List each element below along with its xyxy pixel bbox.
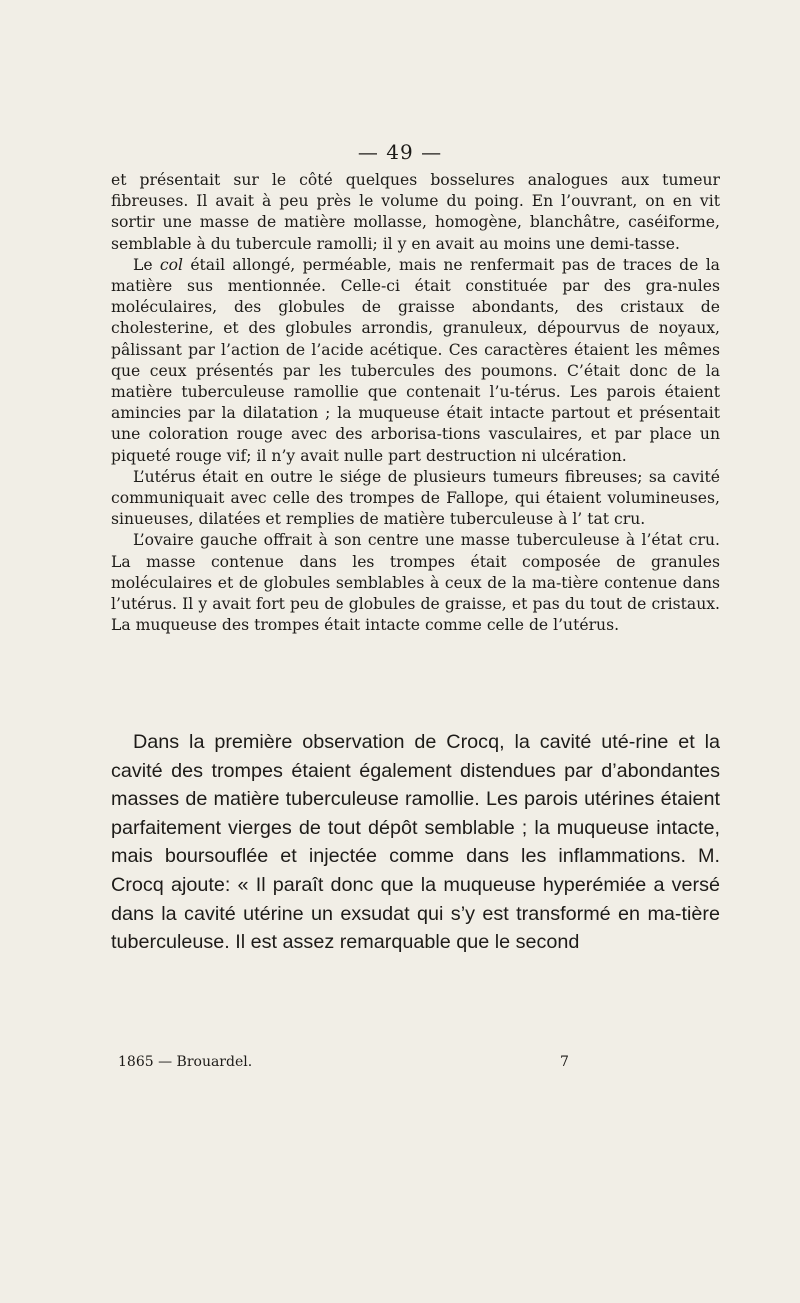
- page-number: — 49 —: [357, 140, 443, 164]
- paragraph-4: L’ovaire gauche offrait à son centre une masse tuberculeuse à l’état cru. La masse contenue dans les trompes était composée de granules moléculaires et de globules semblables à ceux de la ma-tière contenue dans l’utérus. Il y avait fort peu de globules de graisse, et pas du tout de cristaux. La muqueuse des trompes était intacte comme celle de l’utérus.: [111, 531, 720, 635]
- paragraph-2-prefix: Le: [133, 255, 160, 274]
- paragraph-5: Dans la première observation de Crocq, la cavité uté-rine et la cavité des trompes étaient également distendues par d’abondantes masses de matière tuberculeuse ramollie. Les parois utérines étaient parfaitement vierges de tout dépôt semblable ; la muqueuse intacte, mais boursouflée et injectée comme dans les inflammations. M. Crocq ajoute: « Il paraît donc que la muqueuse hyperémiée a versé dans la cavité utérine un exsudat qui s’y est transformé en ma-tière tuberculeuse. Il est assez remarquable que le second: [111, 731, 720, 954]
- signature-mark: 7: [560, 1054, 569, 1070]
- col-word: col: [159, 255, 183, 274]
- signature-line: 1865 — Brouardel.: [118, 1054, 253, 1070]
- paragraph-3: L’utérus était en outre le siége de plusieurs tumeurs fibreuses; sa cavité communiquait avec celle des trompes de Fallope, qui étaient volumineuses, sinueuses, dilatées et remplies de matière tuberculeuse à l’ tat cru.: [111, 467, 720, 529]
- paragraph-1: et présentait sur le côté quelques bosselures analogues aux tumeur fibreuses. Il avait à peu près le volume du poing. En l’ouvrant, on en vit sortir une masse de matière mollasse, homogène, blanchâtre, caséiforme, semblable à du tubercule ramolli; il y en avait au moins une demi-tasse.: [111, 171, 720, 253]
- body-text-small: [111, 170, 720, 636]
- paragraph-2-body: étail allongé, perméable, mais ne renfermait pas de traces de la matière sus mentionnée. Celle-ci était constituée par des gra-nules moléculaires, des globules de graisse abondants, des cristaux de cholesterine, et des globules arrondis, granuleux, dépourvus de noyaux, pâlissant par l’action de l’acide acétique. Ces caractères étaient les mêmes que ceux présentés par les tubercules des poumons. C’était donc de la matière tuberculeuse ramollie que contenait l’u-térus. Les parois étaient amincies par la dilatation ; la muqueuse était intacte partout et présentait une coloration rouge avec des arborisa-tions vasculaires, et par place un piqueté rouge vif; il n’y avait nulle part destruction ni ulcération.: [111, 255, 720, 465]
- paragraph-2: [111, 255, 720, 467]
- body-text-large: [111, 728, 720, 957]
